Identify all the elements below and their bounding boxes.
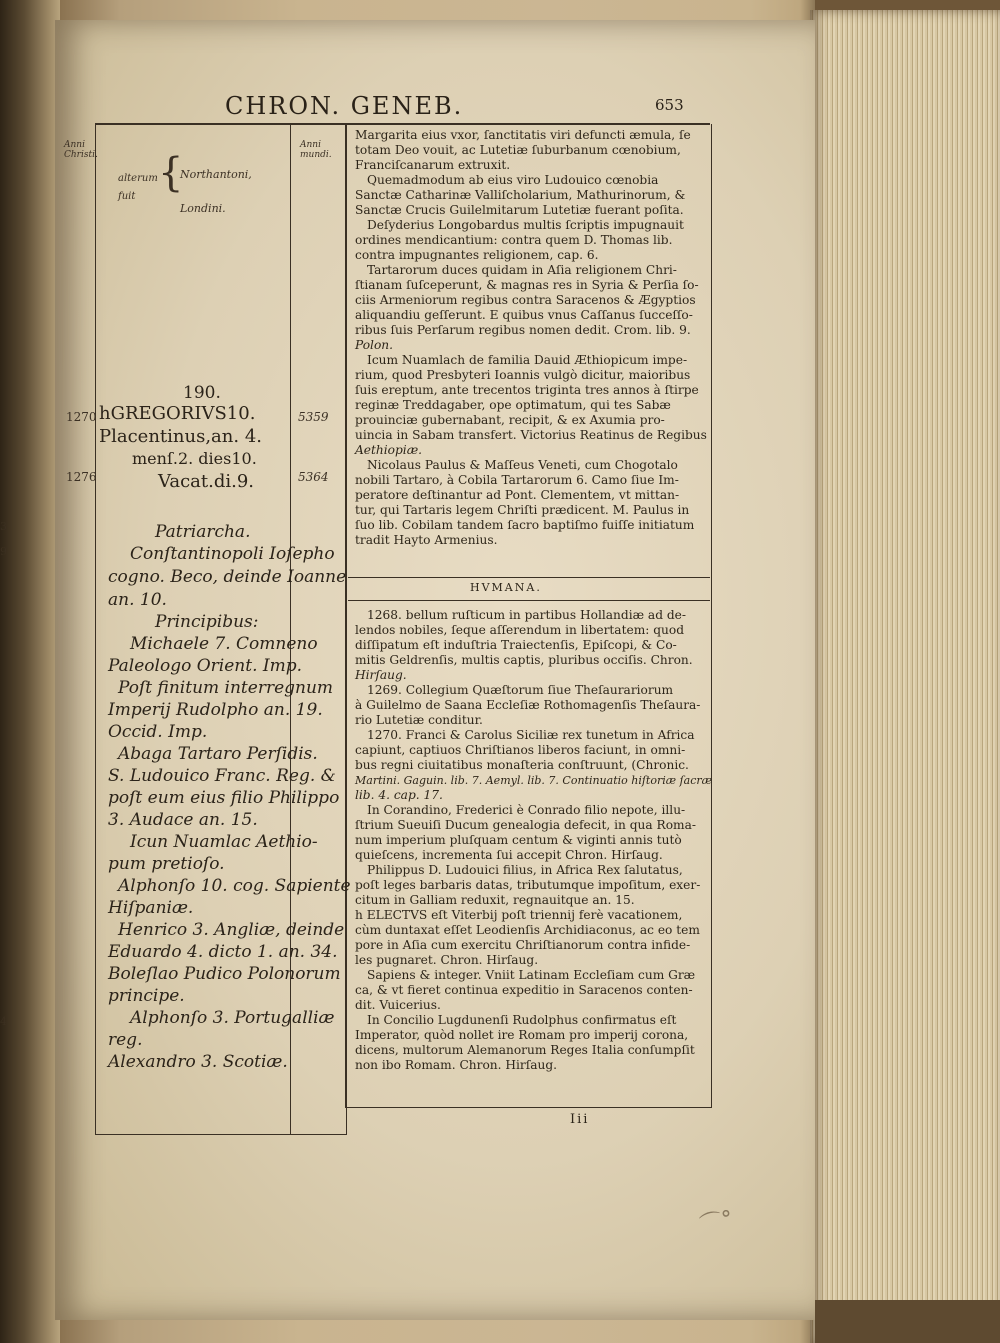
gregorius-line: Placentinus,an. 4. <box>99 426 263 447</box>
text-line: aliquandiu geſſerunt. E quibus vnus Caſſanus ſucceſſo- <box>355 308 693 322</box>
text-line: ſtianam ſuſceperunt, & magnas res in Syria & Perſia ſo- <box>355 278 699 292</box>
label-line: Anni <box>64 140 85 150</box>
left-line: Icun Nuamlac Aethio- <box>130 832 318 852</box>
left-line: Alexandro 3. Scotiæ. <box>108 1052 288 1072</box>
left-line: Poſt finitum interregnum <box>118 678 334 698</box>
text-line: à Guilelmo de Saana Eccleſiæ Rothomagenſis Theſaura- <box>355 698 701 712</box>
text-line: poſt leges barbaris datas, tributumque impoſitum, exer- <box>355 878 701 892</box>
left-page-edge <box>0 0 60 1343</box>
text-line: 1270. Franci & Carolus Siciliæ rex tunetum in Africa <box>367 728 695 742</box>
text-line: Quemadmodum ab eius viro Ludouico cœnobia <box>367 173 659 187</box>
label-line: Anni <box>300 140 321 150</box>
text-line: prouinciæ gubernabant, recipit, & ex Axumia pro- <box>355 413 665 427</box>
left-page-fragment: 4 <box>0 1015 7 1028</box>
year-christi: 1276 <box>66 470 97 484</box>
text-line: Aethiopiæ. <box>355 443 423 457</box>
header-title: CHRON. GENEB. <box>225 92 464 120</box>
left-line: Michaele 7. Comneno <box>130 634 318 654</box>
signature-mark: Iii <box>570 1112 590 1127</box>
section-rule <box>348 600 710 601</box>
text-line: Philippus D. Ludouici filius, in Africa Rex ſalutatus, <box>367 863 683 877</box>
text-line: capiunt, captiuos Chriſtianos liberos faciunt, in omni- <box>355 743 686 757</box>
text-line: bus regni ciuitatibus monaſteria conſtruunt, (Chronic. <box>355 758 689 772</box>
alterum-fuit <box>118 170 158 206</box>
running-header <box>225 92 685 122</box>
text-line: Sanctæ Catharinæ Valliſcholarium, Mathurinorum, & <box>355 188 686 202</box>
left-line: Henrico 3. Angliæ, deinde <box>118 920 345 940</box>
text-line: tur, qui Tartaris legem Chriſti prædicent. M. Paulus in <box>355 503 690 517</box>
text-line: h ELECTVS eſt Viterbij poſt triennij ferè vacationem, <box>355 908 683 922</box>
left-line: Imperij Rudolpho an. 19. <box>108 700 323 720</box>
page-block-edges <box>810 10 1000 1343</box>
text-line: In Concilio Lugdunenſi Rudolphus confirmatus eſt <box>367 1013 677 1027</box>
section-rule <box>348 577 710 578</box>
left-line: 3. Audace an. 15. <box>108 810 258 830</box>
left-line: Alphonſo 10. cog. Sapiente <box>118 876 351 896</box>
text-line: Nicolaus Paulus & Maſſeus Veneti, cum Chogotalo <box>367 458 678 472</box>
anni-christi-label <box>64 140 98 160</box>
text-line: totam Deo vouit, ac Lutetiæ ſuburbanum cœnobium, <box>355 143 681 157</box>
left-line: Patriarcha. <box>155 522 251 542</box>
text-line: Icum Nuamlach de familia Dauid Æthiopicum impe- <box>367 353 688 367</box>
left-line: an. 10. <box>108 590 167 610</box>
label-line: alterum <box>118 173 158 184</box>
brace-item: Northantoni, <box>180 168 252 181</box>
text-line: ordines mendicantium: contra quem D. Thomas lib. <box>355 233 673 247</box>
gregorius-line: menſ.2. dies10. <box>132 449 257 468</box>
text-line: tradit Hayto Armenius. <box>355 533 498 547</box>
year-mundi: 5364 <box>298 470 329 484</box>
left-page-fragment: 3 <box>0 520 7 533</box>
text-line: Tartarorum duces quidam in Aſia religionem Chri- <box>367 263 677 277</box>
text-line: dit. Vuicerius. <box>355 998 441 1012</box>
text-line: contra impugnantes religionem, cap. 6. <box>355 248 599 262</box>
left-line: Conſtantinopoli Ioſepho <box>130 544 335 564</box>
text-line: Imperator, quòd nollet ire Romam pro imperij corona, <box>355 1028 689 1042</box>
text-line: ſuis ereptum, ante trecentos triginta tres annos à ſtirpe <box>355 383 699 397</box>
text-line: mitis Geldrenſis, multis captis, pluribus occiſis. Chron. <box>355 653 693 667</box>
left-line: Boleſlao Pudico Polonorum <box>108 964 341 984</box>
label-line: mundi. <box>300 150 332 160</box>
section-heading-humana: HVMANA. <box>470 581 542 594</box>
text-line: num imperium pluſquam centum & viginti annis tutò <box>355 833 682 847</box>
text-line: Polon. <box>355 338 394 352</box>
left-line: cogno. Beco, deinde Ioanne <box>108 567 347 587</box>
text-line: quieſcens, incrementa ſui accepit Chron. Hirſaug. <box>355 848 663 862</box>
text-line: 1268. bellum ruſticum in partibus Hollandiæ ad de- <box>367 608 687 622</box>
text-line: Deſyderius Longobardus multis ſcriptis impugnauit <box>367 218 684 232</box>
text-line: Sanctæ Crucis Guilelmitarum Lutetiæ fuerant poſita. <box>355 203 684 217</box>
brace-icon: { <box>158 150 184 196</box>
right-column-block-humana <box>355 608 710 1073</box>
left-line: Occid. Imp. <box>108 722 208 742</box>
text-line: Margarita eius vxor, ſanctitatis viri defuncti æmula, ſe <box>355 128 691 142</box>
left-line: Abaga Tartaro Perſidis. <box>118 744 318 764</box>
text-line: cùm duntaxat eſſet Leodienſis Archidiaconus, ac eo tem <box>355 923 700 937</box>
text-line: Franciſcanarum extruxit. <box>355 158 511 172</box>
text-line: ſtrium Sueuiſi Ducum genealogia defecit, in qua Roma- <box>355 818 696 832</box>
text-line: nobili Tartaro, à Cobila Tartarorum 6. Camo ſiue Im- <box>355 473 679 487</box>
anni-mundi-label <box>300 140 332 160</box>
pope-number: 190. <box>183 383 221 403</box>
text-line: les pugnaret. Chron. Hirſaug. <box>355 953 539 967</box>
left-line: pum pretioſo. <box>108 854 225 874</box>
left-line: poſt eum eius filio Philippo <box>108 788 340 808</box>
text-line: ca, & vt fieret continua expeditio in Saracenos conten- <box>355 983 693 997</box>
text-line: non ibo Romam. Chron. Hirſaug. <box>355 1058 558 1072</box>
text-line: lendos nobiles, ſeque aſſerendum in libertatem: quod <box>355 623 685 637</box>
left-line: Alphonſo 3. Portugalliæ <box>130 1008 335 1028</box>
year-christi: 1270 <box>66 410 97 424</box>
label-line: Christi. <box>64 150 98 160</box>
pencil-mark-icon: ⌒° <box>697 1206 737 1239</box>
gregorius-line: hGREGORIVS10. <box>99 403 256 424</box>
text-line: 1269. Collegium Quæſtorum ſiue Theſaurariorum <box>367 683 674 697</box>
text-line: diſſipatum eſt induſtria Traiectenſis, Epiſcopi, & Co- <box>355 638 677 652</box>
left-line: Principibus: <box>155 612 259 632</box>
left-line: Hiſpaniæ. <box>108 898 194 918</box>
text-line: Hirſaug. <box>355 668 407 682</box>
text-line: In Corandino, Frederici è Conrado filio nepote, illu- <box>367 803 686 817</box>
left-line: Eduardo 4. dicto 1. an. 34. <box>108 942 338 962</box>
text-line: ciis Armeniorum regibus contra Saracenos & Ægyptios <box>355 293 696 307</box>
text-line: reginæ Treddagaber, ope optimatum, qui tes Sabæ <box>355 398 671 412</box>
left-page-fragment: 9 <box>0 545 7 558</box>
left-line: Paleologo Orient. Imp. <box>108 656 303 676</box>
text-line: peratore deſtinantur ad Pont. Clementem, vt mittan- <box>355 488 680 502</box>
label-line: fuit <box>118 191 136 202</box>
brace-item: Londini. <box>180 202 226 215</box>
page-number: 653 <box>655 96 684 114</box>
text-line: ſuo lib. Cobilam tandem ſacro baptiſmo fuiſſe initiatum <box>355 518 695 532</box>
left-line: S. Ludouico Franc. Reg. & <box>108 766 336 786</box>
year-mundi: 5359 <box>298 410 329 424</box>
text-line: Martini. Gaguin. lib. 7. Aemyl. lib. 7. Continuatio hiſtoriæ ſacræ <box>355 774 712 787</box>
book-cover-bottom <box>815 1300 1000 1343</box>
brace-items <box>180 158 252 226</box>
left-line: reg. <box>108 1030 143 1050</box>
text-line: Sapiens & integer. Vniit Latinam Eccleſiam cum Græ <box>367 968 696 982</box>
text-line: ribus ſuis Perſarum regibus nomen dedit. Crom. lib. 9. <box>355 323 691 337</box>
left-line: principe. <box>108 986 185 1006</box>
text-line: uincia in Sabam transfert. Victorius Reatinus de Regibus <box>355 428 707 442</box>
text-line: dicens, multorum Alemanorum Reges Italia conſumpſit <box>355 1043 695 1057</box>
text-line: pore in Aſia cum exercitu Chriſtianorum contra infide- <box>355 938 691 952</box>
text-line: rio Lutetiæ conditur. <box>355 713 483 727</box>
right-column-block-religious <box>355 128 710 548</box>
text-line: rium, quod Presbyteri Ioannis vulgò dicitur, maioribus <box>355 368 691 382</box>
gregorius-line: Vacat.di.9. <box>158 471 255 492</box>
text-line: lib. 4. cap. 17. <box>355 788 443 802</box>
text-line: citum in Galliam reduxit, regnauitque an. 15. <box>355 893 635 907</box>
